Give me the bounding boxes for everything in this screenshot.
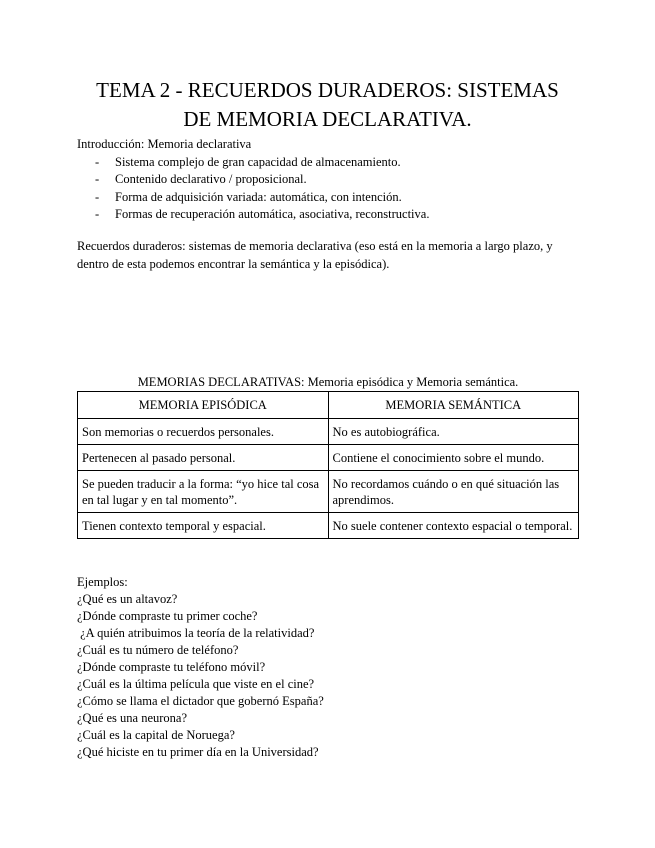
intro-item-text: Contenido declarativo / proposicional. — [115, 172, 307, 186]
episodic-cell: Pertenecen al pasado personal. — [78, 445, 329, 471]
intro-list-item — [77, 189, 597, 207]
table-row — [78, 419, 579, 445]
table-row — [78, 513, 579, 539]
table-row — [78, 471, 579, 513]
episodic-cell: Tienen contexto temporal y espacial. — [78, 513, 329, 539]
example-question: ¿A quién atribuimos la teoría de la relatividad? — [77, 626, 315, 640]
header-semantic: MEMORIA SEMÁNTICA — [328, 392, 579, 419]
example-question: ¿Qué hiciste en tu primer día en la Universidad? — [77, 745, 319, 759]
semantic-cell: No es autobiográfica. — [328, 419, 579, 445]
bullet-dash: - — [95, 189, 100, 204]
intro-item-text: Formas de recuperación automática, asociativa, reconstructiva. — [115, 207, 430, 221]
semantic-cell: Contiene el conocimiento sobre el mundo. — [328, 445, 579, 471]
example-question: ¿Cuál es la última película que viste en el cine? — [77, 677, 315, 691]
example-question: ¿Cuál es tu número de teléfono? — [77, 643, 239, 657]
memory-comparison-table — [77, 391, 579, 539]
intro-list-item — [77, 171, 597, 189]
intro-section — [77, 136, 597, 224]
header-episodic: MEMORIA EPISÓDICA — [78, 392, 329, 419]
episodic-cell: Son memorias o recuerdos personales. — [78, 419, 329, 445]
page-title — [40, 76, 615, 134]
intro-list-item — [77, 206, 597, 224]
bullet-dash: - — [95, 207, 100, 221]
bullet-dash: - — [95, 154, 100, 169]
title-line-2: DE MEMORIA DECLARATIVA. — [183, 107, 472, 131]
table-row — [78, 445, 579, 471]
table-caption: MEMORIAS DECLARATIVAS: Memoria episódica y Memoria semántica. — [137, 375, 519, 389]
example-question: ¿Cuál es la capital de Noruega? — [77, 728, 235, 742]
example-question: ¿Dónde compraste tu primer coche? — [77, 609, 258, 623]
examples-section — [77, 574, 597, 761]
episodic-cell: Se pueden traducir a la forma: “yo hice tal cosa en tal lugar y en tal momento”. — [78, 471, 329, 513]
body-paragraph: Recuerdos duraderos: sistemas de memoria declarativa (eso está en la memoria a largo plazo, y dentro de esta podemos encontrar la semántica y la episódica). — [77, 239, 553, 271]
intro-list-item — [77, 154, 597, 172]
intro-heading: Introducción: Memoria declarativa — [77, 137, 252, 151]
example-question: ¿Qué es un altavoz? — [77, 592, 178, 606]
examples-heading: Ejemplos: — [77, 575, 128, 589]
examples-list — [77, 591, 597, 761]
semantic-cell: No recordamos cuándo o en qué situación las aprendimos. — [328, 471, 579, 513]
intro-list — [77, 154, 597, 224]
intro-item-text: Sistema complejo de gran capacidad de almacenamiento. — [115, 154, 401, 169]
bullet-dash: - — [95, 172, 100, 186]
table-header-row — [78, 392, 579, 419]
example-question: ¿Dónde compraste tu teléfono móvil? — [77, 660, 266, 674]
semantic-cell: No suele contener contexto espacial o temporal. — [328, 513, 579, 539]
intro-item-text: Forma de adquisición variada: automática, con intención. — [115, 189, 402, 204]
title-line-1: TEMA 2 - RECUERDOS DURADEROS: SISTEMAS — [96, 78, 559, 102]
example-question: ¿Qué es una neurona? — [77, 711, 188, 725]
example-question: ¿Cómo se llama el dictador que gobernó España? — [77, 694, 324, 708]
